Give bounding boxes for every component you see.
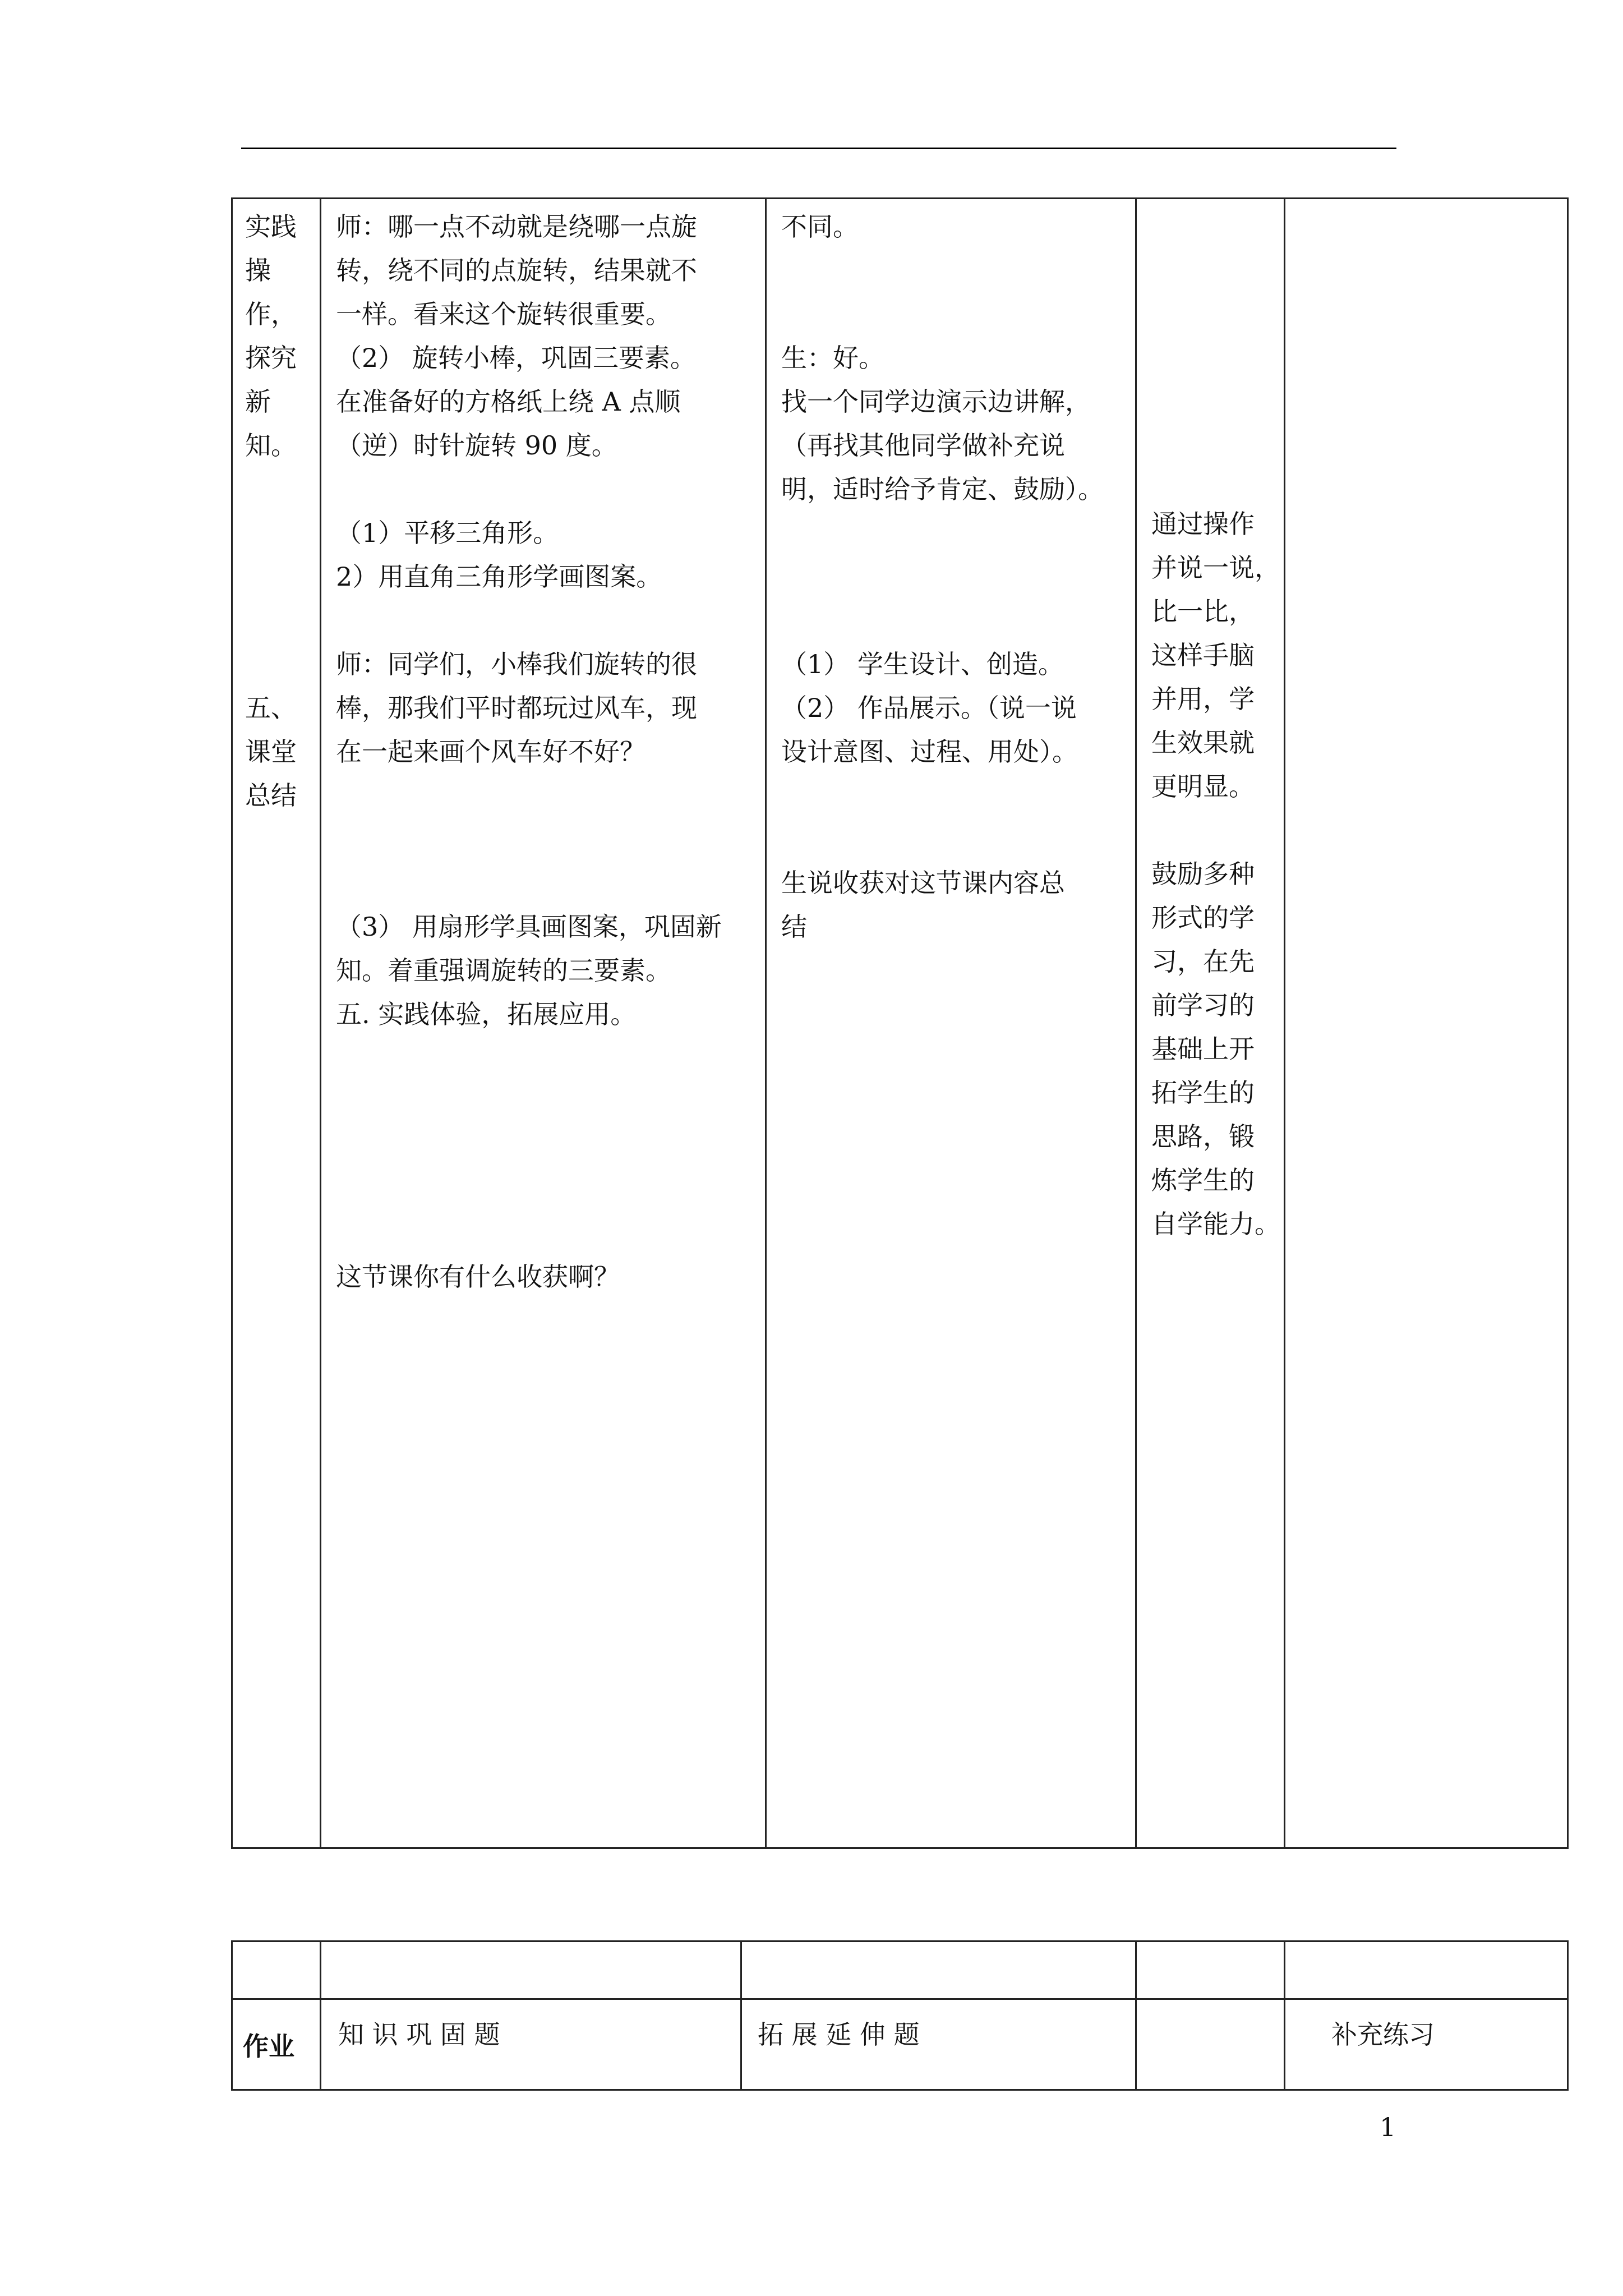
- empty-cell: [232, 1941, 321, 1999]
- page-number: 1: [1380, 2112, 1396, 2142]
- design-intent-cell: [1136, 199, 1285, 1848]
- homework-label: 作业: [232, 1999, 321, 2090]
- table-row: [232, 1999, 1568, 2090]
- header-rule: [241, 148, 1396, 149]
- student-text-1: 不同。: [781, 211, 859, 242]
- intent-text-2: 鼓励多种 形式的学 习，在先 前学习的 基础上开 拓学生的 思路，锻 炼学生的 自学能力。: [1151, 859, 1280, 1239]
- empty-cell: [1136, 1941, 1285, 1999]
- section-label-cell: [232, 199, 321, 1848]
- table-row: [232, 1941, 1568, 1999]
- section-label-practice: 实践 操作， 探究 新知。: [245, 211, 297, 461]
- homework-extension: 拓 展 延 伸 题: [741, 1999, 1136, 2090]
- student-text-2: 生：好。 找一个同学边演示边讲解， （再找其他同学做补充说 明，适时给予肯定、鼓励）。: [781, 343, 1104, 504]
- student-activity-cell: [766, 199, 1136, 1848]
- lesson-plan-table: [231, 197, 1569, 1849]
- teacher-text-5: 这节课你有什么收获啊？: [336, 1262, 620, 1292]
- empty-cell: [741, 1941, 1136, 1999]
- homework-table: [231, 1940, 1569, 2091]
- section-label-summary: 五、 课堂 总结: [245, 693, 297, 811]
- homework-supplement: 补充练习: [1285, 1999, 1568, 2090]
- table-row: [232, 199, 1568, 1848]
- teacher-text-4: （3） 用扇形学具画图案，巩固新 知。着重强调旋转的三要素。 五. 实践体验，拓展应用。: [336, 912, 722, 1029]
- teacher-text-1: 师：哪一点不动就是绕哪一点旋 转，绕不同的点旋转，结果就不 一样。看来这个旋转很重要。 （2） 旋转小棒，巩固三要素。 在准备好的方格纸上绕 A 点顺 （逆）时针旋转 90 度。: [336, 211, 697, 461]
- teacher-activity-cell: [321, 199, 766, 1848]
- homework-consolidation: 知 识 巩 固 题: [321, 1999, 741, 2090]
- teacher-text-2: （1）平移三角形。 2）用直角三角形学画图案。: [336, 518, 662, 592]
- empty-cell: [1136, 1999, 1285, 2090]
- empty-cell: [321, 1941, 741, 1999]
- student-text-4: 生说收获对这节课内容总 结: [781, 868, 1065, 942]
- notes-cell: [1285, 199, 1568, 1848]
- student-text-3: （1） 学生设计、创造。 （2） 作品展示。（说一说 设计意图、过程、用处）。: [781, 649, 1078, 767]
- empty-cell: [1285, 1941, 1568, 1999]
- teacher-text-3: 师：同学们，小棒我们旋转的很 棒，那我们平时都玩过风车，现 在一起来画个风车好不好？: [336, 649, 697, 767]
- intent-text-1: 通过操作 并说一说， 比一比， 这样手脑 并用，学 生效果就 更明显。: [1151, 509, 1280, 802]
